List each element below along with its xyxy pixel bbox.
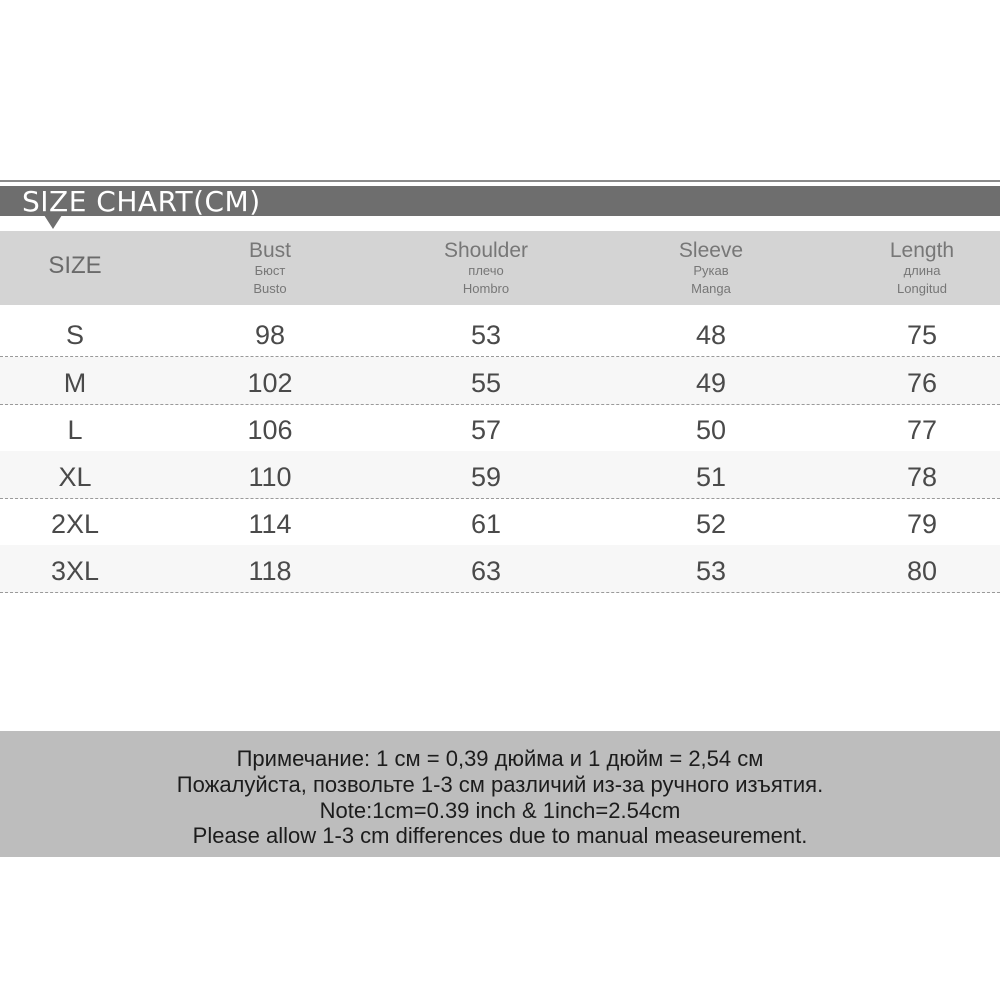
sleeve-cell: 51 <box>695 462 727 492</box>
sleeve-cell: 48 <box>695 320 727 350</box>
note-line: Note:1cm=0.39 inch & 1inch=2.54cm <box>319 798 681 823</box>
sleeve-cell: 52 <box>695 509 727 539</box>
size-cell: M <box>63 368 87 398</box>
table-row <box>0 451 1000 499</box>
length-cell: 78 <box>906 462 938 492</box>
shoulder-cell: 57 <box>470 415 502 445</box>
bust-cell: 102 <box>247 368 293 398</box>
title-top-rule <box>0 180 1000 182</box>
table-row <box>0 357 1000 405</box>
sleeve-cell: 50 <box>695 415 727 445</box>
size-column-header: SIZE <box>48 252 102 279</box>
note-line: Please allow 1-3 cm differences due to manual measeurement. <box>192 823 808 848</box>
column-header-ru: Рукав <box>693 263 729 278</box>
sleeve-cell: 49 <box>695 368 727 398</box>
title-notch-arrow <box>44 215 62 229</box>
length-cell: 75 <box>906 320 938 350</box>
column-header-bust <box>180 231 360 305</box>
bust-cell: 114 <box>248 509 292 539</box>
bust-cell: 118 <box>248 556 292 586</box>
shoulder-cell: 63 <box>470 556 502 586</box>
size-cell: S <box>65 320 84 350</box>
chart-title: SIZE CHART(CM) <box>22 185 261 218</box>
column-header-en: Shoulder <box>443 239 529 262</box>
column-header-ru: плечо <box>468 263 504 278</box>
size-cell: 2XL <box>50 509 100 539</box>
column-header-sleeve <box>621 231 801 305</box>
shoulder-cell: 53 <box>470 320 502 350</box>
size-cell: XL <box>58 462 92 492</box>
shoulder-cell: 55 <box>470 368 502 398</box>
note-panel <box>0 731 1000 857</box>
table-row <box>0 404 1000 452</box>
column-header-length <box>832 231 1000 305</box>
table-row <box>0 545 1000 593</box>
size-cell: L <box>67 415 83 445</box>
note-line: Пожалуйста, позвольте 1-3 см различий из-за ручного изъятия. <box>176 772 824 797</box>
length-cell: 79 <box>906 509 938 539</box>
shoulder-cell: 59 <box>470 462 502 492</box>
note-line: Примечание: 1 см = 0,39 дюйма и 1 дюйм = 2,54 см <box>236 746 764 771</box>
column-header-en: Sleeve <box>678 239 744 262</box>
length-cell: 80 <box>906 556 938 586</box>
bust-cell: 110 <box>248 462 292 492</box>
column-header-ru: Бюст <box>254 263 286 278</box>
shoulder-cell: 61 <box>470 509 502 539</box>
length-cell: 76 <box>906 368 938 398</box>
table-row <box>0 309 1000 357</box>
length-cell: 77 <box>906 415 938 445</box>
column-header-es: Busto <box>253 281 287 296</box>
column-header-ru: длина <box>903 263 941 278</box>
column-header-shoulder <box>396 231 576 305</box>
table-row <box>0 498 1000 546</box>
bust-cell: 106 <box>247 415 293 445</box>
column-header-es: Hombro <box>462 281 510 296</box>
size-cell: 3XL <box>50 556 100 586</box>
sleeve-cell: 53 <box>695 556 727 586</box>
column-header-en: Bust <box>248 239 292 262</box>
column-header-en: Length <box>889 239 955 262</box>
column-header-es: Longitud <box>897 281 947 296</box>
column-header-es: Manga <box>691 281 731 296</box>
bust-cell: 98 <box>254 320 286 350</box>
